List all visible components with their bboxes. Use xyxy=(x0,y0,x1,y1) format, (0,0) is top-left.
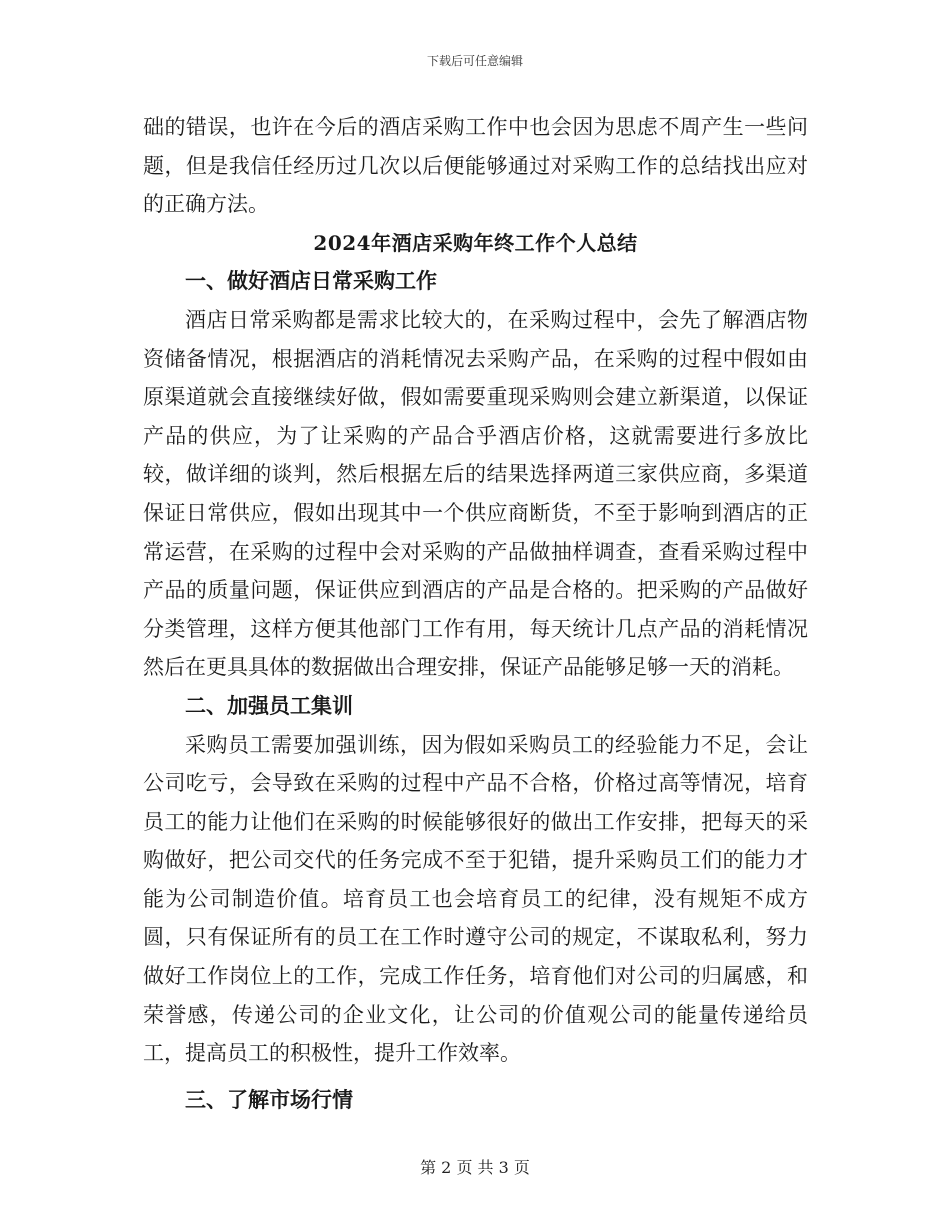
document-body xyxy=(143,108,808,1119)
intro-paragraph: 础的错误，也许在今后的酒店采购工作中也会因为思虑不周产生一些问题，但是我信任经历过几次以后便能够通过对采购工作的总结找出应对的正确方法。 xyxy=(143,115,808,217)
section-paragraph-2: 采购员工需要加强训练，因为假如采购员工的经验能力不足，会让公司吃亏，会导致在采购的过程中产品不合格，价格过高等情况，培育员工的能力让他们在采购的时候能够很好的做出工作安排，把每天的采购做好，把公司交代的任务完成不至于犯错，提升采购员工们的能力才能为公司制造价值。培育员工也会培育员工的纪律，没有规矩不成方圆，只有保证所有的员工在工作时遵守公司的规定，不谋取私利，努力做好工作岗位上的工作，完成工作任务，培育他们对公司的归属感，和荣誉感，传递公司的企业文化，让公司的价值观公司的能量传递给员工，提高员工的积极性，提升工作效率。 xyxy=(143,732,808,1066)
section-heading-2: 二、加强员工集训 xyxy=(185,692,353,718)
section-paragraph-1: 酒店日常采购都是需求比较大的，在采购过程中，会先了解酒店物资储备情况，根据酒店的消耗情况去采购产品，在采购的过程中假如由原渠道就会直接继续好做，假如需要重现采购则会建立新渠道，以保证产品的供应，为了让采购的产品合乎酒店价格，这就需要进行多放比较，做详细的谈判，然后根据左后的结果选择两道三家供应商，多渠道保证日常供应，假如出现其中一个供应商断货，不至于影响到酒店的正常运营，在采购的过程中会对采购的产品做抽样调查，查看采购过程中产品的质量问题，保证供应到酒店的产品是合格的。把采购的产品做好分类管理，这样方便其他部门工作有用，每天统计几点产品的消耗情况然后在更具具体的数据做出合理安排，保证产品能够足够一天的消耗。 xyxy=(143,307,808,680)
page-number: 第 2 页 共 3 页 xyxy=(420,1158,530,1177)
document-title: 2024年酒店采购年终工作个人总结 xyxy=(313,230,638,255)
section-heading-3: 三、了解市场行情 xyxy=(185,1086,353,1112)
page-header: 下载后可任意编辑 xyxy=(426,54,523,68)
section-heading-1: 一、做好酒店日常采购工作 xyxy=(185,268,437,294)
